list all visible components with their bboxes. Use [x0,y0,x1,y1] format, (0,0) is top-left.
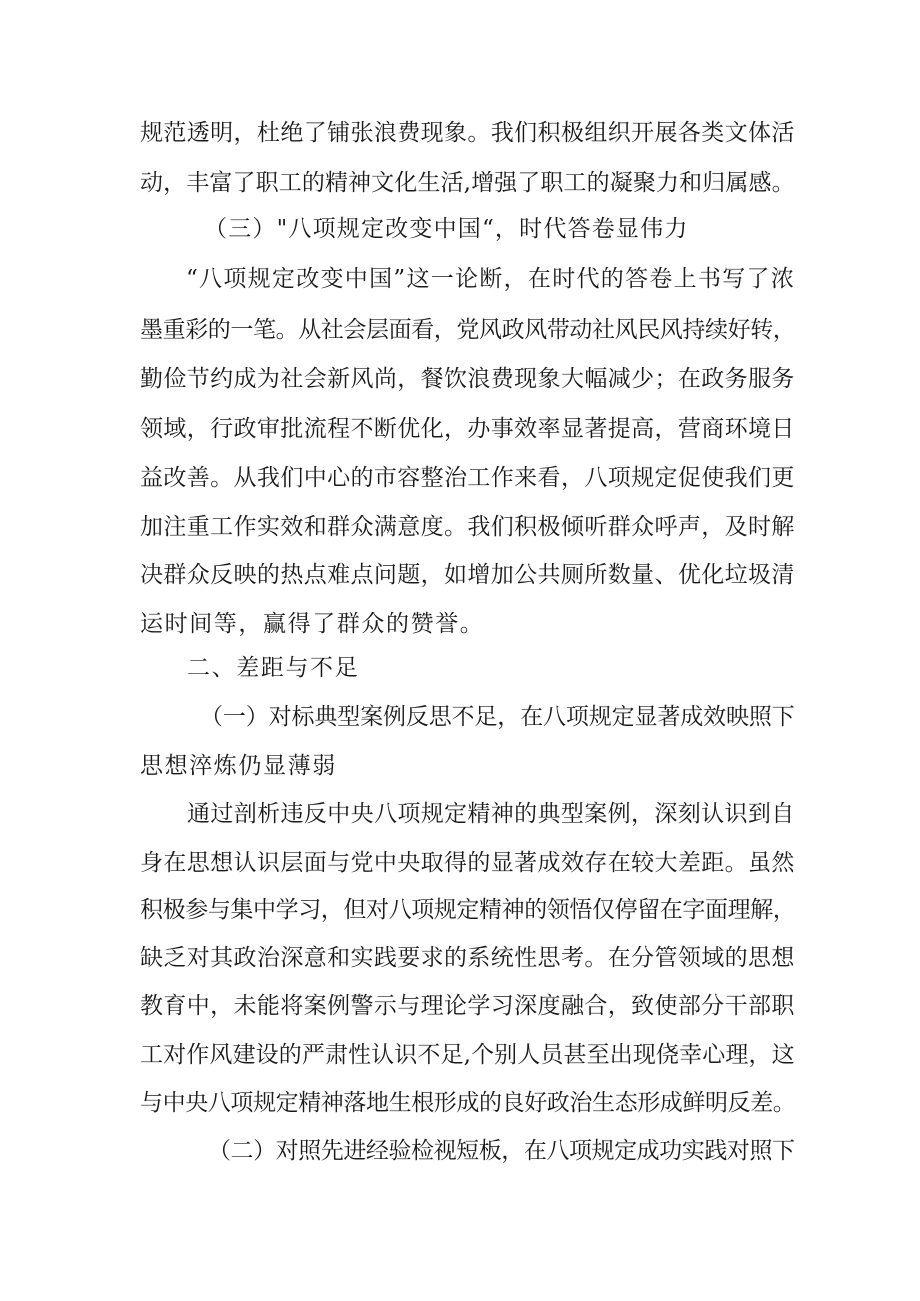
paragraph-line: 加注重工作实效和群众满意度。我们积极倾听群众呼声，及时解 [140,514,795,540]
paragraph-line: 与中央八项规定精神落地生根形成的良好政治生态形成鲜明反差。 [140,1090,796,1116]
paragraph-line: 身在思想认识层面与党中央取得的显著成效存在较大差距。虽然 [140,850,795,876]
paragraph-line: 运时间等，赢得了群众的赞誉。 [140,611,485,637]
section-heading: （三）"八项规定改变中国“，时代答卷显伟力 [204,216,689,242]
section-heading: （二）对照先进经验检视短板，在八项规定成功实践对照下 [208,1138,795,1164]
paragraph-line: “八项规定改变中国”这一论断，在时代的答卷上书写了浓 [186,266,796,292]
paragraph-line: 益改善。从我们中心的市容整治工作来看，八项规定促使我们更 [140,465,795,491]
paragraph-line: 教育中，未能将案例警示与理论学习深度融合，致使部分干部职 [140,993,795,1019]
paragraph-line: 规范透明，杜绝了铺张浪费现象。我们积极组织开展各类文体活 [140,120,795,146]
paragraph-line: 积极参与集中学习，但对八项规定精神的领悟仅停留在字面理解， [140,897,796,923]
section-heading-continued: 思想淬炼仍显薄弱 [140,753,337,779]
section-heading: （一）对标典型案例反思不足，在八项规定显著成效映照下 [200,704,795,730]
paragraph-line: 决群众反映的热点难点问题，如增加公共厕所数量、优化垃圾清 [140,562,795,588]
paragraph-line: 动，丰富了职工的精神文化生活,增强了职工的凝聚力和归属感。 [140,170,795,196]
paragraph-line: 勤俭节约成为社会新风尚，餐饮浪费现象大幅减少；在政务服务 [140,366,795,392]
chapter-heading: 二、差距与不足 [187,655,360,681]
paragraph-line: 工对作风建设的严肃性认识不足,个别人员甚至出现侥幸心理，这 [140,1042,795,1068]
paragraph-line: 领域，行政审批流程不断优化，办事效率显著提高，营商环境日 [140,416,795,442]
paragraph-line: 缺乏对其政治深意和实践要求的系统性思考。在分管领域的思想 [140,945,795,971]
paragraph-line: 墨重彩的一笔。从社会层面看，党风政风带动社风民风持续好转， [140,317,796,343]
paragraph-line: 通过剖析违反中央八项规定精神的典型案例，深刻认识到自 [187,801,795,827]
